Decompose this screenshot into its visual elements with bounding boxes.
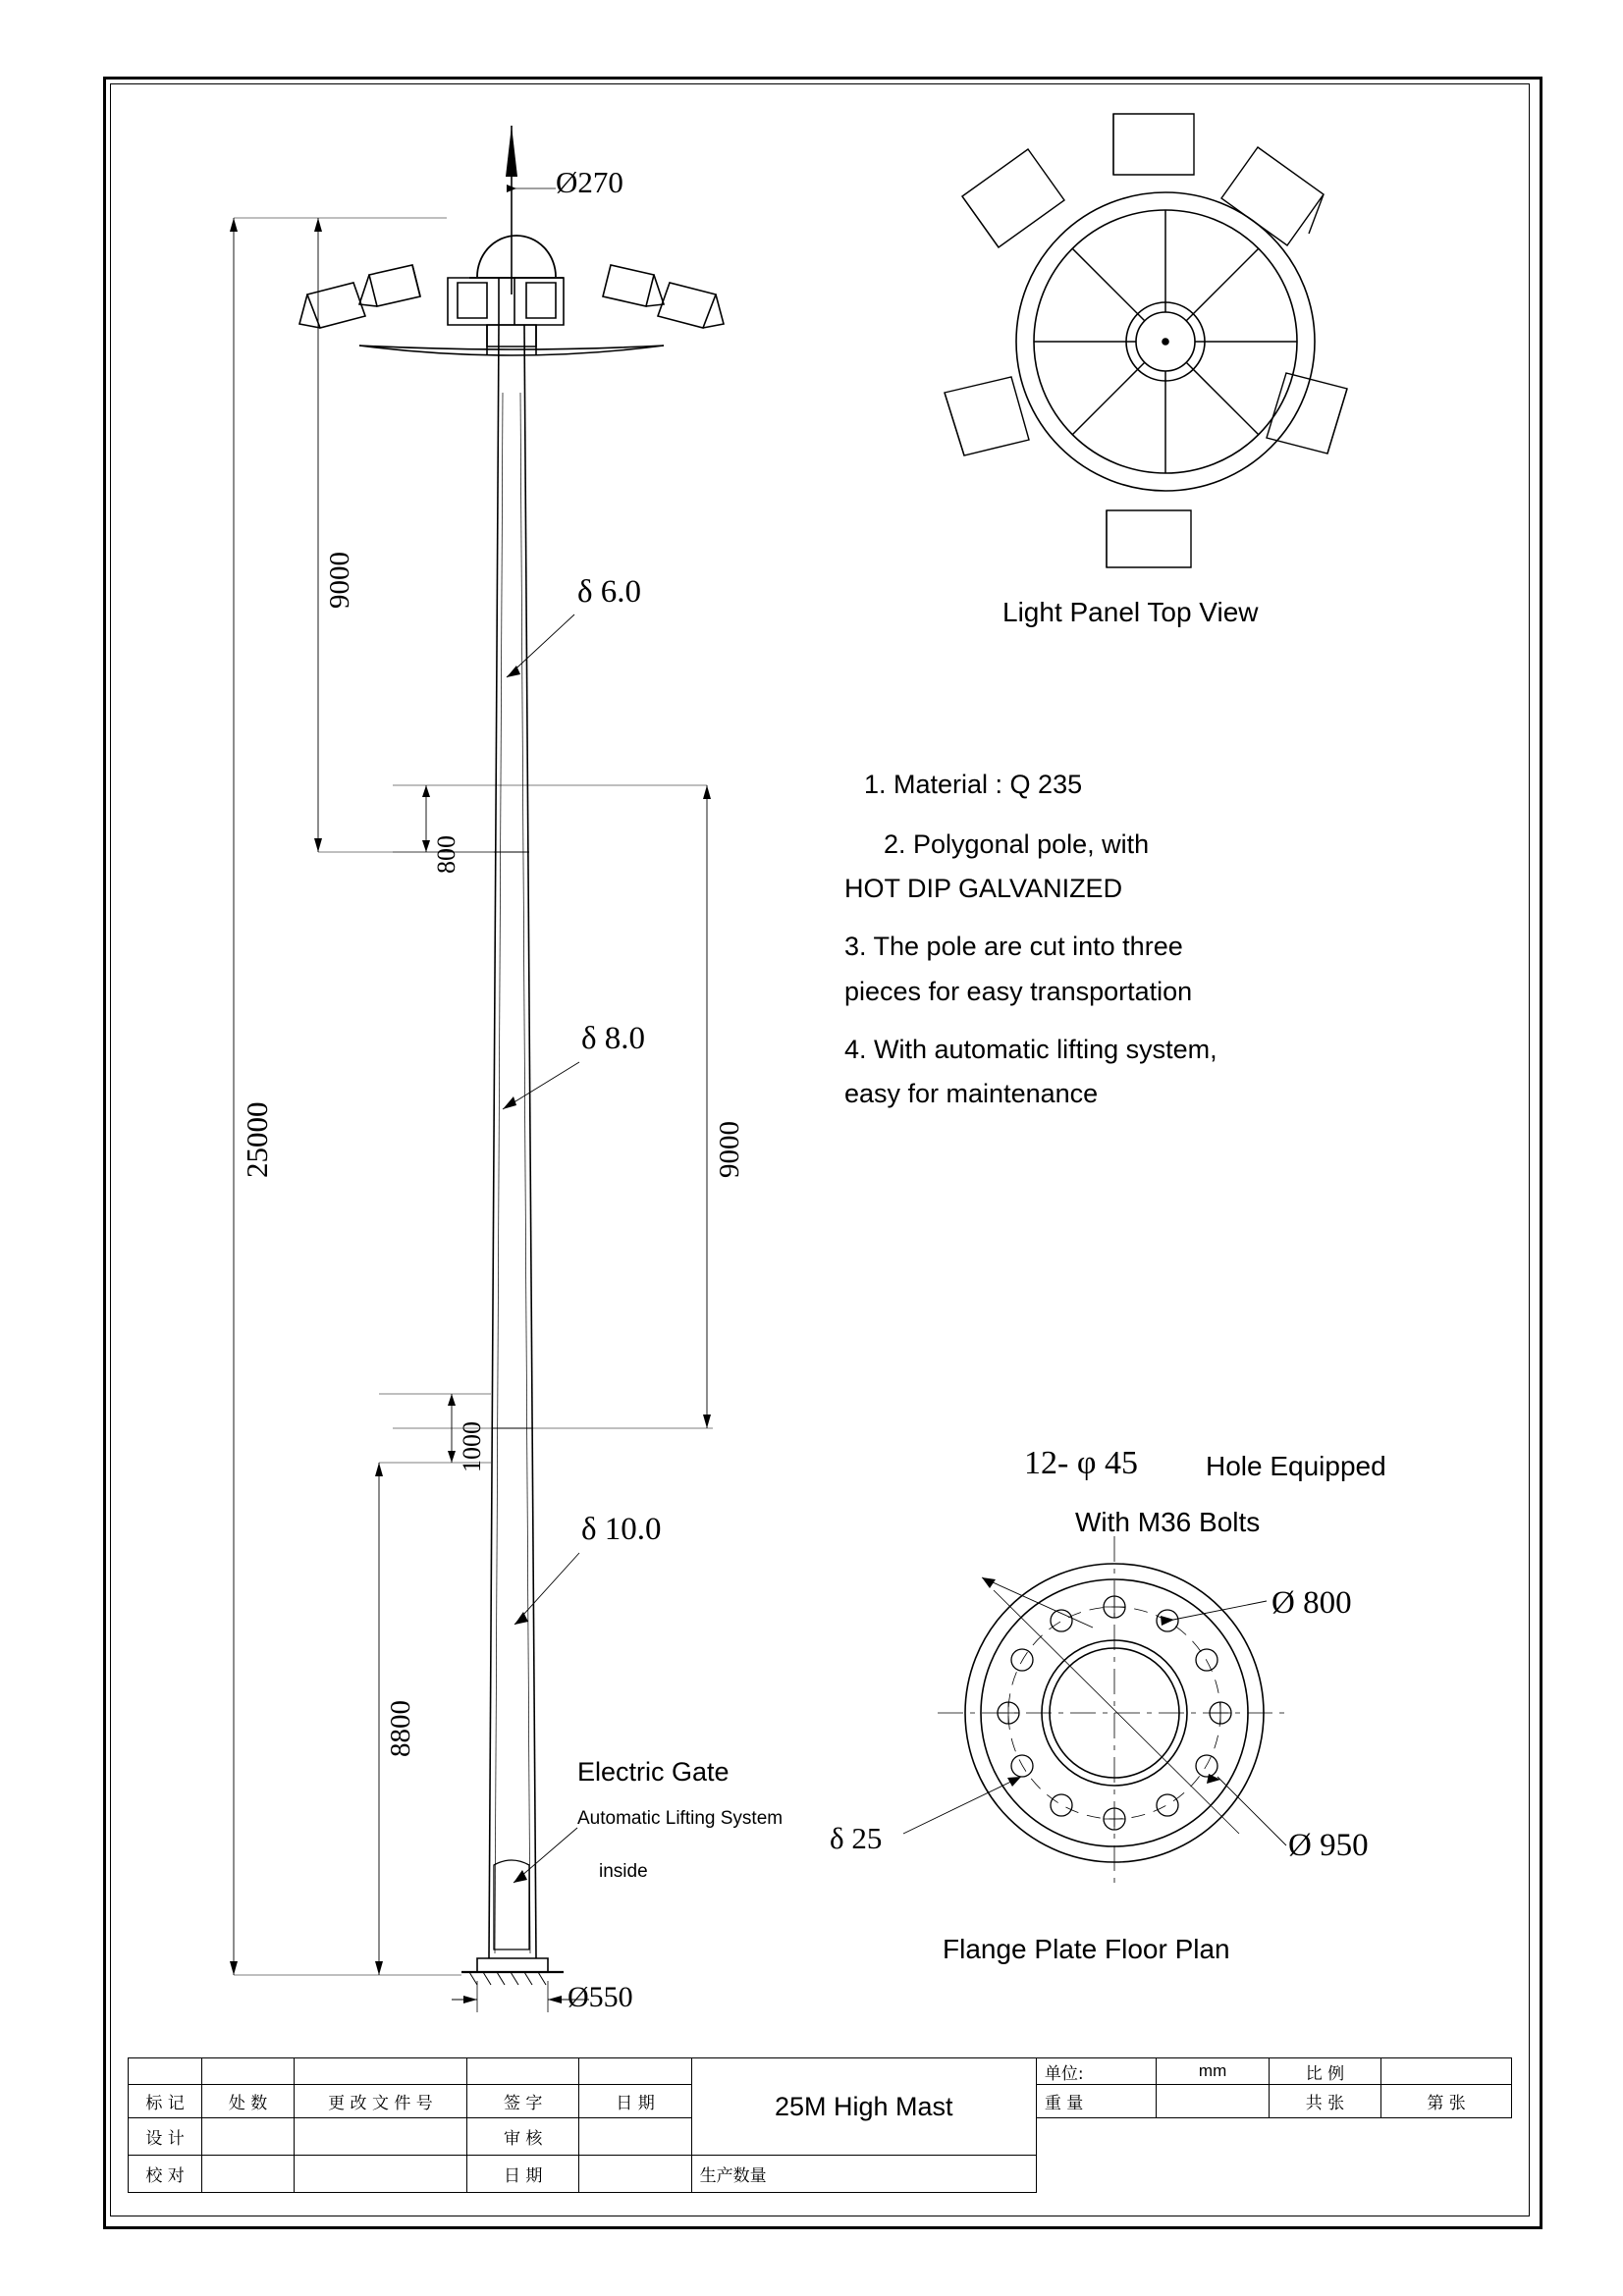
check-label: 审 核 bbox=[467, 2118, 579, 2156]
mark-label: 标 记 bbox=[129, 2085, 202, 2118]
scale-label: 比 例 bbox=[1269, 2058, 1380, 2085]
dim-mid-section: 9000 bbox=[714, 1121, 745, 1178]
lifting-system-label-2: inside bbox=[599, 1861, 648, 1882]
proofread-label: 校 对 bbox=[129, 2156, 202, 2193]
change-file-label: 更 改 文 件 号 bbox=[294, 2085, 466, 2118]
date2-label: 日 期 bbox=[467, 2156, 579, 2193]
dim-total-height: 25000 bbox=[240, 1101, 274, 1178]
qty-label: 处 数 bbox=[202, 2085, 295, 2118]
lifting-system-label: Automatic Lifting System bbox=[577, 1808, 784, 1829]
date-label: 日 期 bbox=[579, 2085, 691, 2118]
flange-holes-label: 12- φ 45 bbox=[1024, 1445, 1138, 1481]
note-3b: pieces for easy transportation bbox=[844, 976, 1193, 1006]
thickness-flange-label: δ 25 bbox=[830, 1821, 883, 1855]
dim-base-diameter: Ø550 bbox=[568, 1981, 633, 2013]
note-2b: HOT DIP GALVANIZED bbox=[844, 874, 1123, 904]
drawing-title: 25M High Mast bbox=[774, 2091, 953, 2121]
note-4a: 4. With automatic lifting system, bbox=[844, 1034, 1217, 1064]
unit-label: 单位: bbox=[1036, 2058, 1157, 2085]
flange-outer-dim: Ø 950 bbox=[1288, 1828, 1369, 1863]
production-qty-label: 生产数量 bbox=[691, 2156, 1036, 2193]
flange-bolt-circle-dim: Ø 800 bbox=[1271, 1585, 1352, 1621]
total-sheets-label: 共 张 bbox=[1269, 2085, 1380, 2118]
design-label: 设 计 bbox=[129, 2118, 202, 2156]
dim-mid-gap: 800 bbox=[432, 835, 460, 874]
thickness-bottom-label: δ 10.0 bbox=[581, 1512, 662, 1547]
thickness-mid-label: δ 8.0 bbox=[581, 1021, 646, 1056]
unit-value: mm bbox=[1157, 2058, 1269, 2085]
note-3a: 3. The pole are cut into three bbox=[844, 932, 1183, 962]
dim-lamp-diameter: Ø270 bbox=[556, 165, 623, 199]
title-block-center bbox=[691, 2058, 1036, 2156]
flange-holes-note-2: With M36 Bolts bbox=[1075, 1507, 1261, 1537]
dim-lower-gap: 1000 bbox=[458, 1421, 486, 1472]
thickness-top-label: δ 6.0 bbox=[577, 574, 642, 610]
signature-label: 签 字 bbox=[467, 2085, 579, 2118]
note-1: 1. Material : Q 235 bbox=[864, 770, 1083, 799]
electric-gate-label: Electric Gate bbox=[577, 1757, 730, 1787]
top-view-caption: Light Panel Top View bbox=[1002, 597, 1259, 627]
dim-top-section: 9000 bbox=[324, 552, 355, 609]
title-block bbox=[128, 2057, 1512, 2193]
note-2a: 2. Polygonal pole, with bbox=[884, 829, 1150, 860]
weight-label: 重 量 bbox=[1036, 2085, 1157, 2118]
dim-bottom-section: 8800 bbox=[385, 1700, 416, 1757]
note-4b: easy for maintenance bbox=[844, 1078, 1099, 1108]
flange-holes-note-1: Hole Equipped bbox=[1206, 1451, 1386, 1481]
notes-block bbox=[844, 766, 1217, 1119]
sheet-no-label: 第 张 bbox=[1381, 2085, 1512, 2118]
flange-caption: Flange Plate Floor Plan bbox=[943, 1934, 1230, 1964]
